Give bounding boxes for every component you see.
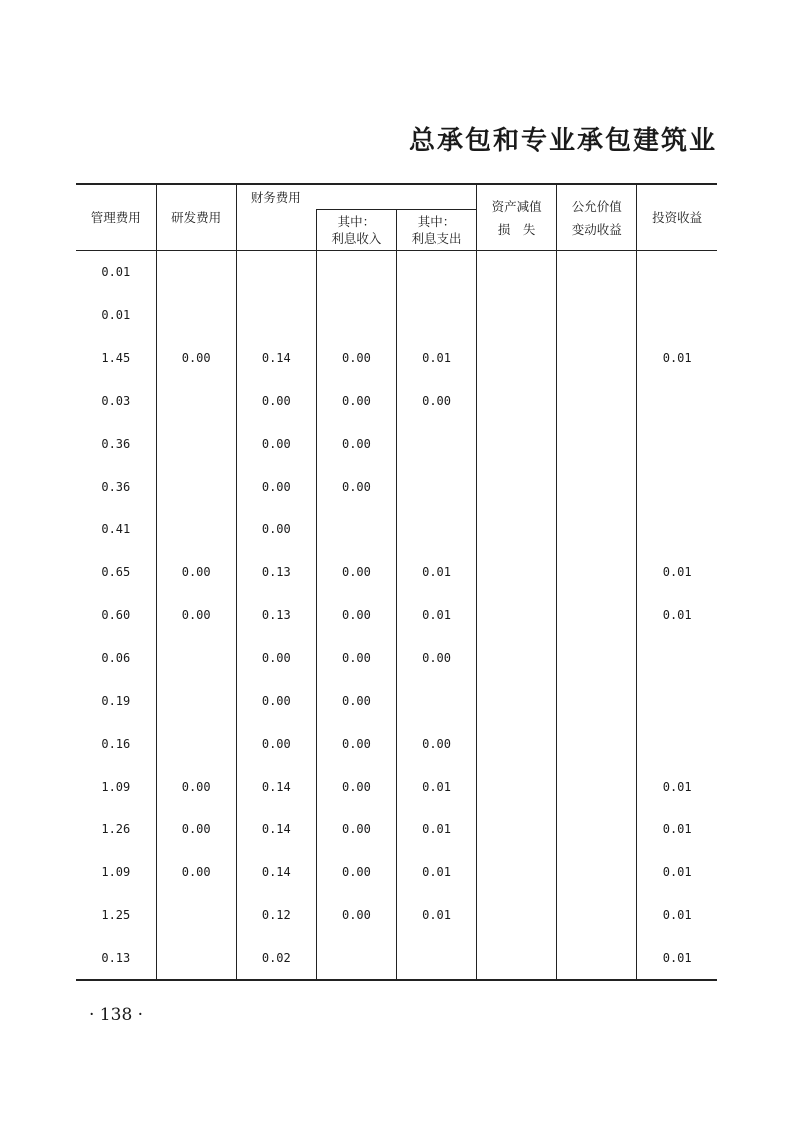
cell-interest-income: 0.00 [316,808,396,851]
cell-fair-value-change [557,851,637,894]
cell-finance-fee: 0.14 [236,808,316,851]
cell-fair-value-change [557,722,637,765]
cell-asset-impairment [477,294,557,337]
header-asset-impairment-line2: 损 失 [497,221,536,237]
table-row [76,765,717,808]
cell-finance-fee: 0.14 [236,765,316,808]
cell-interest-expense [397,679,477,722]
table-row [76,808,717,851]
cell-rd-fee: 0.00 [156,337,236,380]
cell-fair-value-change [557,765,637,808]
cell-fair-value-change [557,380,637,423]
cell-finance-fee: 0.00 [236,679,316,722]
cell-fair-value-change [557,679,637,722]
cell-investment-income [637,637,717,680]
cell-interest-income: 0.00 [316,594,396,637]
cell-management-fee: 1.25 [76,894,156,937]
cell-rd-fee [156,722,236,765]
header-management-fee: 管理费用 [76,184,156,251]
cell-asset-impairment [477,337,557,380]
cell-rd-fee [156,679,236,722]
cell-investment-income [637,679,717,722]
cell-interest-income: 0.00 [316,380,396,423]
cell-rd-fee: 0.00 [156,551,236,594]
cell-investment-income: 0.01 [637,551,717,594]
cell-management-fee: 0.06 [76,637,156,680]
cell-finance-fee: 0.12 [236,894,316,937]
cell-finance-fee: 0.00 [236,508,316,551]
cell-interest-income: 0.00 [316,722,396,765]
cell-interest-expense: 0.01 [397,894,477,937]
cell-management-fee: 0.01 [76,251,156,294]
cell-rd-fee [156,465,236,508]
cell-interest-income: 0.00 [316,551,396,594]
table-row [76,679,717,722]
cell-interest-income: 0.00 [316,851,396,894]
cell-investment-income [637,508,717,551]
cell-management-fee: 0.01 [76,294,156,337]
table-row [76,937,717,981]
cell-rd-fee [156,894,236,937]
cell-finance-fee: 0.00 [236,422,316,465]
cell-interest-expense [397,508,477,551]
header-asset-impairment-line1: 资产减值 [491,198,542,214]
header-fair-value-change [557,184,637,251]
cell-rd-fee: 0.00 [156,594,236,637]
cell-investment-income: 0.01 [637,894,717,937]
header-asset-impairment [477,184,557,251]
header-interest-expense [397,210,477,251]
cell-management-fee: 0.60 [76,594,156,637]
cell-asset-impairment [477,765,557,808]
cell-fair-value-change [557,251,637,294]
cell-management-fee: 0.13 [76,937,156,981]
page-number: · 138 · [89,1005,144,1025]
cell-finance-fee: 0.14 [236,337,316,380]
cell-rd-fee [156,251,236,294]
cell-interest-expense: 0.01 [397,851,477,894]
cell-asset-impairment [477,851,557,894]
table-row [76,551,717,594]
page-title: 总承包和专业承包建筑业 [408,126,717,156]
table-row [76,594,717,637]
cell-interest-income: 0.00 [316,422,396,465]
cell-fair-value-change [557,294,637,337]
cell-asset-impairment [477,380,557,423]
cell-management-fee: 0.03 [76,380,156,423]
cell-investment-income: 0.01 [637,594,717,637]
cell-asset-impairment [477,465,557,508]
cell-interest-income [316,251,396,294]
cell-asset-impairment [477,722,557,765]
header-interest-expense-line2: 利息支出 [411,231,462,246]
cell-interest-expense [397,251,477,294]
header-interest-income-line2: 利息收入 [331,231,382,246]
cell-interest-expense [397,937,477,981]
cell-asset-impairment [477,894,557,937]
cell-interest-expense: 0.01 [397,337,477,380]
cell-interest-income: 0.00 [316,765,396,808]
cell-interest-income [316,508,396,551]
cell-fair-value-change [557,637,637,680]
cell-fair-value-change [557,551,637,594]
header-interest-income-line1: 其中： [337,214,376,229]
cell-management-fee: 0.16 [76,722,156,765]
cell-investment-income [637,722,717,765]
cell-asset-impairment [477,508,557,551]
cell-interest-expense: 0.00 [397,637,477,680]
table-body [76,251,717,981]
cell-finance-fee: 0.00 [236,637,316,680]
cell-interest-income [316,294,396,337]
cell-fair-value-change [557,337,637,380]
cell-management-fee: 0.36 [76,422,156,465]
cell-interest-expense [397,465,477,508]
cell-interest-expense: 0.01 [397,594,477,637]
cell-management-fee: 1.26 [76,808,156,851]
cell-management-fee: 1.09 [76,765,156,808]
cell-fair-value-change [557,508,637,551]
cell-investment-income [637,251,717,294]
cell-rd-fee [156,380,236,423]
header-fair-value-change-line1: 公允价值 [571,198,622,214]
cell-rd-fee [156,937,236,981]
cell-asset-impairment [477,551,557,594]
cell-finance-fee [236,251,316,294]
cell-interest-expense: 0.00 [397,380,477,423]
cell-asset-impairment [477,937,557,981]
cell-finance-fee: 0.13 [236,594,316,637]
cell-investment-income [637,422,717,465]
table-row [76,465,717,508]
cell-finance-fee: 0.00 [236,722,316,765]
table-row [76,251,717,294]
cell-interest-income: 0.00 [316,465,396,508]
cell-management-fee: 0.19 [76,679,156,722]
cell-fair-value-change [557,465,637,508]
header-rd-fee: 研发费用 [156,184,236,251]
header-fair-value-change-line2: 变动收益 [571,221,622,237]
cell-investment-income [637,465,717,508]
cell-fair-value-change [557,937,637,981]
table-row [76,337,717,380]
cell-rd-fee [156,294,236,337]
cell-interest-expense [397,294,477,337]
cell-interest-income: 0.00 [316,894,396,937]
cell-finance-fee: 0.14 [236,851,316,894]
cell-finance-fee: 0.13 [236,551,316,594]
cell-interest-expense: 0.01 [397,808,477,851]
cell-asset-impairment [477,637,557,680]
cell-asset-impairment [477,808,557,851]
cell-interest-expense [397,422,477,465]
cell-management-fee: 1.09 [76,851,156,894]
header-interest-expense-line1: 其中： [417,214,456,229]
cell-rd-fee [156,637,236,680]
cell-finance-fee [236,294,316,337]
cell-investment-income [637,294,717,337]
table-row [76,422,717,465]
cell-interest-income [316,937,396,981]
header-investment-income: 投资收益 [637,184,717,251]
cell-fair-value-change [557,894,637,937]
cell-asset-impairment [477,594,557,637]
cell-interest-income: 0.00 [316,337,396,380]
cell-interest-income: 0.00 [316,679,396,722]
cell-investment-income: 0.01 [637,937,717,981]
cell-finance-fee: 0.00 [236,465,316,508]
header-interest-income [316,210,396,251]
cell-rd-fee: 0.00 [156,765,236,808]
cell-fair-value-change [557,808,637,851]
header-finance-fee [236,184,476,210]
cell-finance-fee: 0.00 [236,380,316,423]
cell-rd-fee [156,508,236,551]
table-row [76,722,717,765]
cell-investment-income: 0.01 [637,851,717,894]
table-row [76,851,717,894]
table-row [76,637,717,680]
cell-management-fee: 0.65 [76,551,156,594]
cell-investment-income: 0.01 [637,808,717,851]
cell-investment-income [637,380,717,423]
cell-interest-expense: 0.01 [397,765,477,808]
cell-rd-fee: 0.00 [156,851,236,894]
header-finance-fee-label: 财务费用 [250,189,301,205]
cell-management-fee: 0.41 [76,508,156,551]
cell-management-fee: 0.36 [76,465,156,508]
cell-management-fee: 1.45 [76,337,156,380]
cell-fair-value-change [557,422,637,465]
table-row [76,380,717,423]
cell-finance-fee: 0.02 [236,937,316,981]
data-table [76,183,717,981]
cell-investment-income: 0.01 [637,765,717,808]
cell-interest-expense: 0.00 [397,722,477,765]
table-row [76,508,717,551]
cell-asset-impairment [477,679,557,722]
header-finance-spacer [236,210,316,251]
cell-investment-income: 0.01 [637,337,717,380]
table-row [76,294,717,337]
table-row [76,894,717,937]
cell-rd-fee [156,422,236,465]
cell-asset-impairment [477,251,557,294]
cell-fair-value-change [557,594,637,637]
cell-asset-impairment [477,422,557,465]
cell-interest-expense: 0.01 [397,551,477,594]
cell-rd-fee: 0.00 [156,808,236,851]
cell-interest-income: 0.00 [316,637,396,680]
